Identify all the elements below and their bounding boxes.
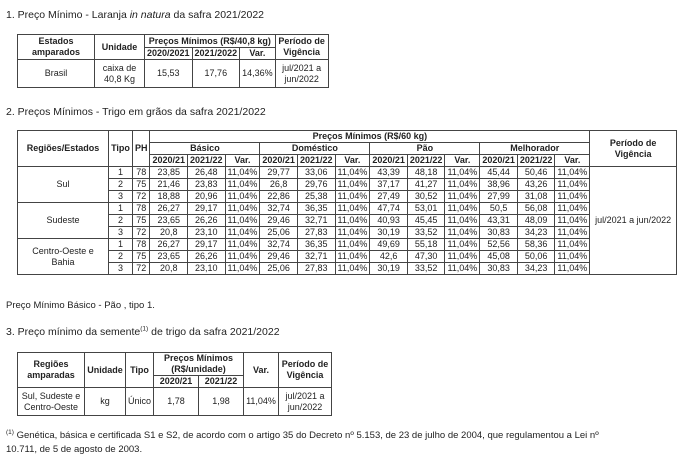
region-name: Sul: [18, 167, 109, 203]
value-cell: 33,52: [407, 263, 445, 275]
value-cell: 43,39: [370, 167, 408, 179]
ph-cell: 72: [132, 191, 150, 203]
section-1-title: 1. Preço Mínimo - Laranja in natura da safra 2021/2022: [6, 9, 265, 21]
value-cell: 36,35: [297, 239, 335, 251]
header-periodo: Período de Vigência: [590, 131, 677, 167]
section-2-title: 2. Preços Mínimos - Trigo em grãos da safra 2021/2022: [6, 106, 266, 118]
tipo-cell: 3: [109, 263, 133, 275]
ph-cell: 78: [132, 167, 150, 179]
value-cell: 11,04%: [335, 263, 370, 275]
value-cell: 27,83: [297, 227, 335, 239]
header-ph: PH: [132, 131, 150, 167]
value-cell: 11,04%: [335, 251, 370, 263]
header-subcolumn: 2021/22: [407, 155, 445, 167]
value-cell: 29,76: [297, 179, 335, 191]
header-regioes: Regiões/Estados: [18, 131, 109, 167]
header-unidade: Unidade: [95, 35, 145, 60]
value-cell: 29,46: [260, 251, 298, 263]
ph-cell: 75: [132, 179, 150, 191]
value-cell: 11,04%: [225, 263, 260, 275]
header-subcolumn: Var.: [445, 155, 480, 167]
header-subcolumn: 2021/22: [297, 155, 335, 167]
value-cell: 11,04%: [555, 167, 590, 179]
value-cell: 11,04%: [445, 215, 480, 227]
value-cell: 11,04%: [225, 227, 260, 239]
value-cell: 30,83: [480, 263, 518, 275]
value-cell: 30,19: [370, 227, 408, 239]
section-2-footnote: Preço Mínimo Básico - Pão , tipo 1.: [6, 300, 155, 311]
value-cell: 27,49: [370, 191, 408, 203]
value-cell: 48,09: [517, 215, 555, 227]
value-cell: 11,04%: [335, 191, 370, 203]
header-estados: Estados amparados: [18, 35, 95, 60]
value-cell: 25,06: [260, 227, 298, 239]
value-cell: 11,04%: [335, 179, 370, 191]
seed-price-table: [17, 352, 332, 416]
value-cell: 34,23: [517, 263, 555, 275]
ph-cell: 72: [132, 263, 150, 275]
value-cell: 11,04%: [445, 167, 480, 179]
tipo-cell: 2: [109, 251, 133, 263]
header-subcolumn: 2020/21: [370, 155, 408, 167]
value-cell: 29,46: [260, 215, 298, 227]
table-row: [18, 227, 677, 239]
tipo-cell: 1: [109, 203, 133, 215]
value-cell: 20,8: [150, 227, 188, 239]
value-cell: 11,04%: [225, 179, 260, 191]
header-regioes: Regiões amparadas: [18, 353, 85, 388]
tipo-cell: 1: [109, 239, 133, 251]
value-cell: 18,88: [150, 191, 188, 203]
table-row: [18, 191, 677, 203]
value-cell: 43,31: [480, 215, 518, 227]
value-cell: 11,04%: [225, 239, 260, 251]
value-cell: 42,6: [370, 251, 408, 263]
value-cell: 25,38: [297, 191, 335, 203]
tipo-cell: 2: [109, 215, 133, 227]
header-subcolumn: Var.: [225, 155, 260, 167]
value-cell: 29,17: [188, 203, 226, 215]
header-group: Básico: [150, 143, 260, 155]
value-cell: 47,30: [407, 251, 445, 263]
ph-cell: 72: [132, 227, 150, 239]
value-cell: 30,83: [480, 227, 518, 239]
value-cell: 23,65: [150, 251, 188, 263]
value-cell: 48,18: [407, 167, 445, 179]
header-year-1: 2020/21: [154, 376, 199, 388]
value-cell: 20,8: [150, 263, 188, 275]
section-3-title: 3. Preço mínimo da semente$^{(1)}$ de trigo da safra 2021/2022: [6, 325, 280, 338]
table-row: [18, 239, 677, 251]
value-cell: 11,04%: [445, 203, 480, 215]
value-cell: 23,10: [188, 263, 226, 275]
header-tipo: Tipo: [126, 353, 154, 388]
value-cell: 43,26: [517, 179, 555, 191]
value-cell: 26,26: [188, 251, 226, 263]
value-cell: 11,04%: [445, 239, 480, 251]
value-cell: 38,96: [480, 179, 518, 191]
value-cell: 31,08: [517, 191, 555, 203]
value-cell: 22,86: [260, 191, 298, 203]
header-subcolumn: Var.: [335, 155, 370, 167]
value-cell: 30,19: [370, 263, 408, 275]
value-cell: 11,04%: [445, 191, 480, 203]
header-precos: Preços Mínimos (R$/60 kg): [150, 131, 590, 143]
value-cell: 32,71: [297, 251, 335, 263]
region-name: Centro-Oeste e Bahia: [18, 239, 109, 275]
header-tipo: Tipo: [109, 131, 133, 167]
table-row: Sul, Sudeste e Centro-Oeste kg Único 1,78 1,98 11,04% jul/2021 a jun/2022: [18, 388, 332, 416]
value-cell: 34,23: [517, 227, 555, 239]
tipo-cell: 2: [109, 179, 133, 191]
value-cell: 27,83: [297, 263, 335, 275]
header-precos: Preços Mínimos (R$/40,8 kg): [145, 35, 276, 48]
table-row: Brasil caixa de 40,8 Kg 15,53 17,76 14,36% jul/2021 a jun/2022: [18, 60, 329, 88]
value-cell: 36,35: [297, 203, 335, 215]
value-cell: 49,69: [370, 239, 408, 251]
value-cell: 23,85: [150, 167, 188, 179]
value-cell: 55,18: [407, 239, 445, 251]
value-cell: 56,08: [517, 203, 555, 215]
value-cell: 21,46: [150, 179, 188, 191]
table-row: [18, 251, 677, 263]
value-cell: 50,5: [480, 203, 518, 215]
value-cell: 25,06: [260, 263, 298, 275]
value-cell: 11,04%: [445, 251, 480, 263]
value-cell: 11,04%: [335, 239, 370, 251]
value-cell: 33,06: [297, 167, 335, 179]
value-cell: 11,04%: [335, 215, 370, 227]
value-cell: 50,46: [517, 167, 555, 179]
value-cell: 23,65: [150, 215, 188, 227]
header-year-2: 2021/2022: [192, 48, 240, 60]
value-cell: 33,52: [407, 227, 445, 239]
orange-price-table: [17, 34, 329, 88]
header-subcolumn: 2020/21: [150, 155, 188, 167]
header-group: Pão: [370, 143, 480, 155]
ph-cell: 78: [132, 203, 150, 215]
ph-cell: 75: [132, 215, 150, 227]
value-cell: 37,17: [370, 179, 408, 191]
header-subcolumn: 2020/21: [480, 155, 518, 167]
value-cell: 11,04%: [555, 179, 590, 191]
wheat-price-table: [17, 130, 677, 275]
header-periodo: Período de Vigência: [275, 35, 328, 60]
tipo-cell: 3: [109, 191, 133, 203]
section-3-footnote-line-1: $^{(1)}$ Genética, básica e certificada S1 e S2, de acordo com o artigo 35 do Decreto nº 5.153, de 23 de julho de 2004, que regulamentou a Lei nº: [6, 428, 599, 441]
value-cell: 26,8: [260, 179, 298, 191]
value-cell: 11,04%: [335, 203, 370, 215]
table-row: [18, 215, 677, 227]
value-cell: 11,04%: [225, 191, 260, 203]
header-precos: Preços Mínimos (R$/unidade): [154, 353, 244, 376]
value-cell: 40,93: [370, 215, 408, 227]
table-row: [18, 203, 677, 215]
value-cell: 26,26: [188, 215, 226, 227]
value-cell: 20,96: [188, 191, 226, 203]
header-subcolumn: 2020/21: [260, 155, 298, 167]
periodo-cell: jul/2021 a jun/2022: [590, 167, 677, 275]
value-cell: 52,56: [480, 239, 518, 251]
header-subcolumn: 2021/22: [517, 155, 555, 167]
header-var: Var.: [240, 48, 276, 60]
header-periodo: Período de Vigência: [279, 353, 332, 388]
value-cell: 11,04%: [555, 239, 590, 251]
value-cell: 41,27: [407, 179, 445, 191]
value-cell: 11,04%: [225, 215, 260, 227]
value-cell: 30,52: [407, 191, 445, 203]
value-cell: 32,74: [260, 203, 298, 215]
table-row: [18, 167, 677, 179]
value-cell: 29,17: [188, 239, 226, 251]
value-cell: 45,45: [407, 215, 445, 227]
header-subcolumn: 2021/22: [188, 155, 226, 167]
tipo-cell: 1: [109, 167, 133, 179]
value-cell: 45,44: [480, 167, 518, 179]
header-group: Melhorador: [480, 143, 590, 155]
ph-cell: 75: [132, 251, 150, 263]
value-cell: 29,77: [260, 167, 298, 179]
value-cell: 11,04%: [445, 227, 480, 239]
value-cell: 11,04%: [335, 227, 370, 239]
table-row: [18, 179, 677, 191]
value-cell: 32,71: [297, 215, 335, 227]
table-row: [18, 263, 677, 275]
value-cell: 11,04%: [445, 263, 480, 275]
value-cell: 47,74: [370, 203, 408, 215]
value-cell: 11,04%: [225, 203, 260, 215]
header-subcolumn: Var.: [555, 155, 590, 167]
value-cell: 11,04%: [225, 167, 260, 179]
value-cell: 11,04%: [335, 167, 370, 179]
value-cell: 32,74: [260, 239, 298, 251]
header-var: Var.: [244, 353, 279, 388]
value-cell: 11,04%: [555, 251, 590, 263]
value-cell: 27,99: [480, 191, 518, 203]
header-group: Doméstico: [260, 143, 370, 155]
header-year-1: 2020/2021: [145, 48, 193, 60]
value-cell: 11,04%: [555, 263, 590, 275]
value-cell: 23,83: [188, 179, 226, 191]
value-cell: 11,04%: [555, 227, 590, 239]
value-cell: 26,48: [188, 167, 226, 179]
value-cell: 23,10: [188, 227, 226, 239]
section-3-footnote-line-2: 10.711, de 5 de agosto de 2003.: [6, 444, 143, 455]
ph-cell: 78: [132, 239, 150, 251]
value-cell: 26,27: [150, 203, 188, 215]
value-cell: 50,06: [517, 251, 555, 263]
value-cell: 11,04%: [445, 179, 480, 191]
value-cell: 11,04%: [225, 251, 260, 263]
value-cell: 58,36: [517, 239, 555, 251]
value-cell: 45,08: [480, 251, 518, 263]
value-cell: 11,04%: [555, 203, 590, 215]
value-cell: 11,04%: [555, 215, 590, 227]
value-cell: 53,01: [407, 203, 445, 215]
tipo-cell: 3: [109, 227, 133, 239]
header-unidade: Unidade: [85, 353, 126, 388]
region-name: Sudeste: [18, 203, 109, 239]
header-year-2: 2021/22: [199, 376, 244, 388]
value-cell: 26,27: [150, 239, 188, 251]
value-cell: 11,04%: [555, 191, 590, 203]
